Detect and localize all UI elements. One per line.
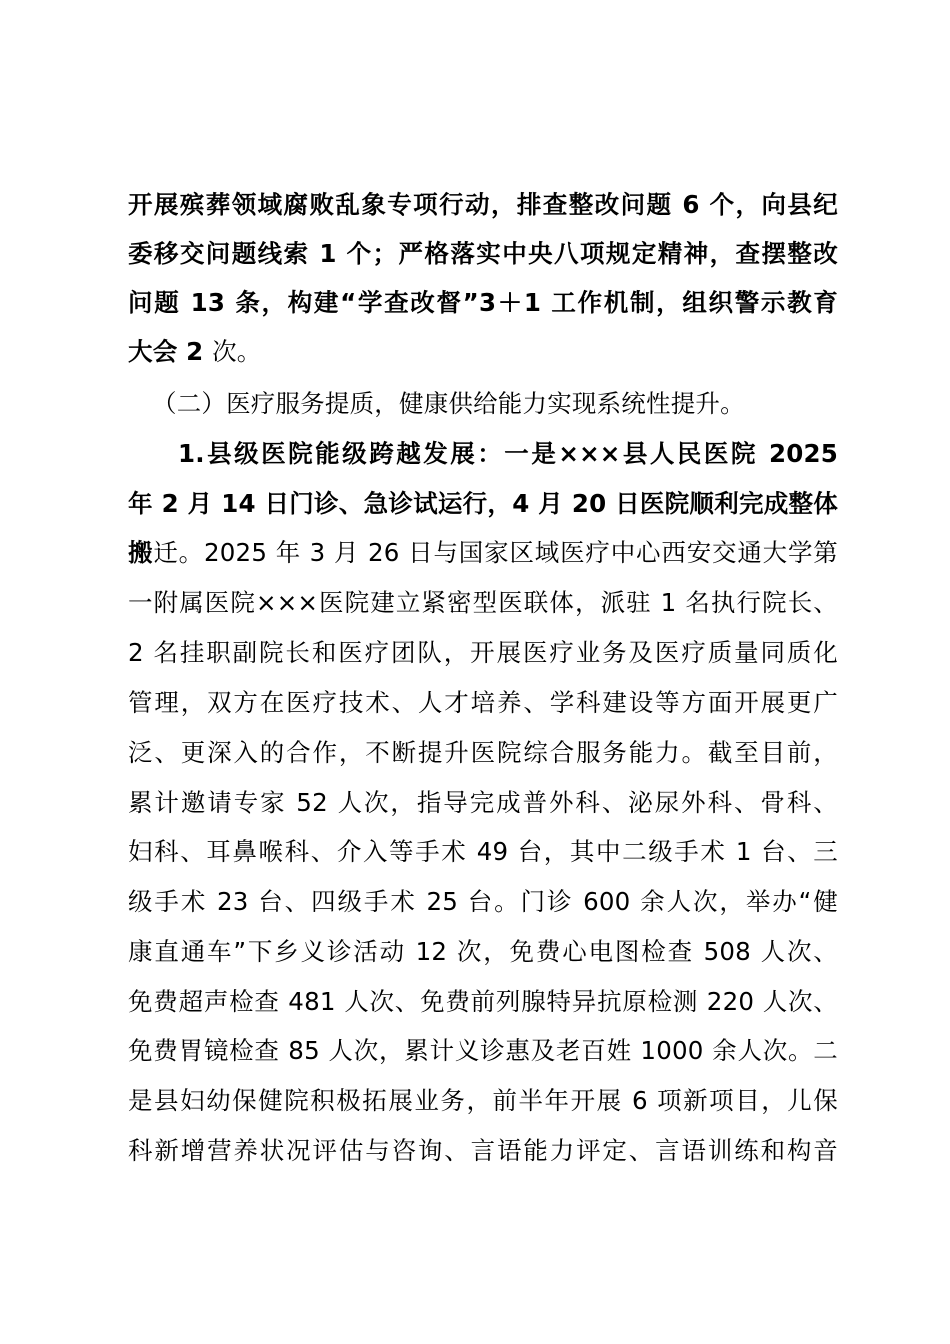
paragraph-line: 开展殡葬领域腐败乱象专项行动，排查整改问题 6 个，向县纪: [128, 190, 838, 219]
paragraph-line: 委移交问题线索 1 个；严格落实中央八项规定精神，查摆整改: [128, 239, 838, 268]
paragraph-line: [128, 533, 838, 573]
paragraph-line: 年 2 月 14 日门诊、急诊试运行，4 月 20 日医院顺利完成整体: [128, 489, 838, 518]
paragraph-text: 次。: [212, 337, 262, 366]
paragraph-line: 一附属医院×××医院建立紧密型医联体，派驻 1 名执行院长、: [128, 588, 838, 617]
item-heading: 1.县级医院能级跨越发展：一是×××县人民医院 2025: [178, 439, 838, 468]
paragraph-bold-text: 大会 2: [128, 337, 213, 366]
paragraph-line: 级手术 23 台、四级手术 25 台。门诊 600 余人次，举办“健: [128, 887, 838, 916]
section-heading: （二）医疗服务提质，健康供给能力实现系统性提升。: [152, 389, 745, 418]
paragraph-line: [128, 332, 838, 372]
paragraph-line: 科新增营养状况评估与咨询、言语能力评定、言语训练和构音: [128, 1136, 838, 1165]
paragraph-line: 是县妇幼保健院积极拓展业务，前半年开展 6 项新项目，儿保: [128, 1086, 838, 1115]
paragraph-line: 免费超声检查 481 人次、免费前列腺特异抗原检测 220 人次、: [128, 987, 838, 1016]
paragraph-line: 泛、更深入的合作，不断提升医院综合服务能力。截至目前，: [128, 738, 838, 767]
paragraph-line: 问题 13 条，构建“学查改督”3＋1 工作机制，组织警示教育: [128, 288, 838, 317]
paragraph-line: 妇科、耳鼻喉科、介入等手术 49 台，其中二级手术 1 台、三: [128, 837, 838, 866]
paragraph-line: 康直通车”下乡义诊活动 12 次，免费心电图检查 508 人次、: [128, 937, 838, 966]
paragraph-text: 迁。2025 年 3 月 26 日与国家区域医疗中心西安交通大学第: [153, 538, 838, 567]
paragraph-line: 2 名挂职副院长和医疗团队，开展医疗业务及医疗质量同质化: [128, 638, 838, 667]
paragraph-line: 累计邀请专家 52 人次，指导完成普外科、泌尿外科、骨科、: [128, 788, 838, 817]
paragraph-line: 管理，双方在医疗技术、人才培养、学科建设等方面开展更广: [128, 688, 838, 717]
paragraph-line: 免费胃镜检查 85 人次，累计义诊惠及老百姓 1000 余人次。二: [128, 1036, 838, 1065]
paragraph-bold-text: 搬: [128, 538, 154, 567]
